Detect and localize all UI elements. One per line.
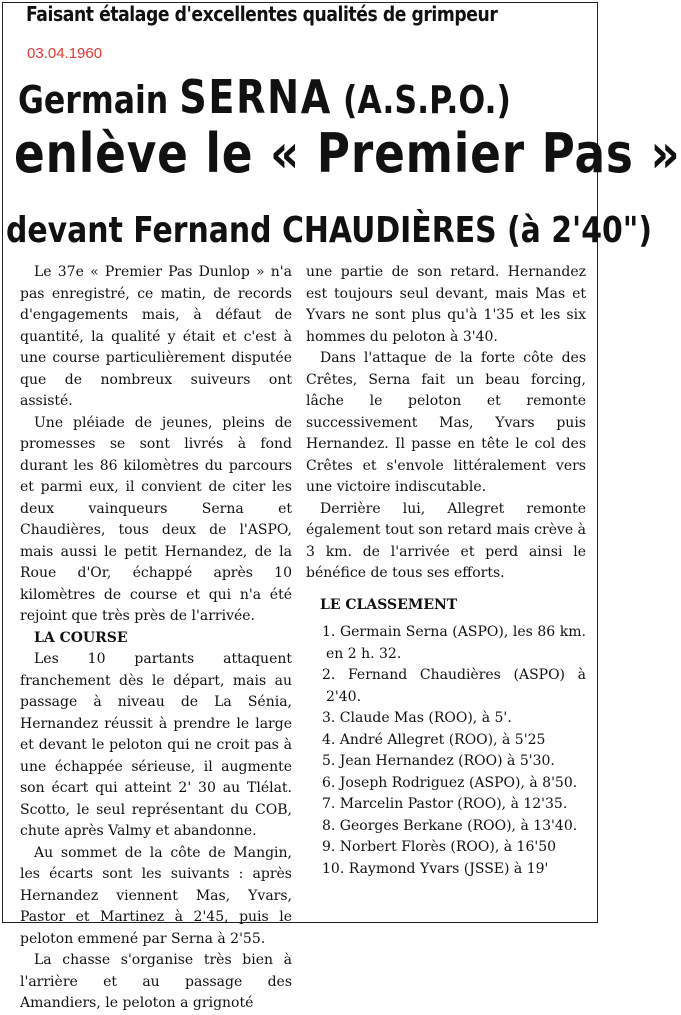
- date-stamp: 03.04.1960: [27, 45, 103, 62]
- paragraph: Une pléiade de jeunes, pleins de promesses se sont livrés à fond durant les 86 kilomètres du parcours et parmi eux, il convient de citer les deux vainqueurs Serna et Chaudières, tous deux de l'ASPO, mais aussi le petit Hernandez, de la Roue d'Or, échappé après 10 kilomètres de course et qui n'a été rejoint que très près de l'arrivée.: [20, 414, 292, 624]
- headline-first-name: Germain: [18, 78, 180, 122]
- headline-surname: SERNA: [179, 70, 333, 124]
- article-column-left: [20, 262, 292, 1015]
- ranking-entry: 4. André Allegret (ROO), à 5'25: [322, 731, 546, 748]
- paragraph: Le 37e « Premier Pas Dunlop » n'a pas enregistré, ce matin, de records d'engagements mais, à défaut de quantité, la qualité y était et c'est à une course particulièrement disputée que de nombreux suiveurs ont assisté.: [20, 264, 292, 409]
- ranking-entry: 5. Jean Hernandez (ROO) à 5'30.: [322, 753, 555, 769]
- headline-line-3: devant Fernand CHAUDIÈRES (à 2'40"): [6, 210, 652, 251]
- ranking-entry: 10. Raymond Yvars (JSSE) à 19': [322, 860, 549, 877]
- paragraph: La chasse s'organise très bien à l'arrière et au passage des Amandiers, le peloton a grignoté: [20, 952, 292, 1011]
- section-heading: LA COURSE: [34, 629, 128, 646]
- headline-line-1: [18, 70, 511, 124]
- paragraph: Au sommet de la côte de Mangin, les écarts sont les suivants : après Hernandez viennent Mas, Yvars, Pastor et Martinez à 2'45, puis le peloton emmené par Serna à 2'55.: [20, 844, 292, 947]
- headline-line-2: enlève le « Premier Pas »: [14, 122, 681, 185]
- ranking-entry: 3. Claude Mas (ROO), à 5'.: [322, 710, 512, 726]
- ranking-entry: 9. Norbert Florès (ROO), à 16'50: [322, 839, 557, 855]
- ranking-entry: 8. Georges Berkane (ROO), à 13'40.: [322, 817, 578, 834]
- paragraph: Dans l'attaque de la forte côte des Crêtes, Serna fait un beau forcing, lâche le peloton et remonte successivement Mas, Yvars puis Hernandez. Il passe en tête le col des Crêtes et s'envole littéralement vers une victoire indiscutable.: [306, 350, 586, 495]
- paragraph: Les 10 partants attaquent franchement dès le départ, mais au passage à niveau de La Sénia, Hernandez réussit à prendre le large et devant le peloton qui ne croit pas à une échappée sérieuse, il augmente son écart qui atteint 2' 30 au Tlélat. Scotto, le seul représentant du COB, chute après Valmy et abandonne.: [20, 651, 292, 839]
- ranking-entry: 1. Germain Serna (ASPO), les 86 km. en 2 h. 32.: [322, 624, 586, 662]
- section-heading: LE CLASSEMENT: [320, 596, 458, 613]
- paragraph: une partie de son retard. Hernandez est toujours seul devant, mais Mas et Yvars ne sont plus qu'à 1'35 et les six hommes du peloton à 3'40.: [306, 264, 586, 345]
- article-column-right: [306, 262, 586, 880]
- headline-club: (A.S.P.O.): [332, 78, 511, 122]
- ranking-entry: 7. Marcelin Pastor (ROO), à 12'35.: [322, 796, 568, 812]
- paragraph: Derrière lui, Allegret remonte également tout son retard mais crève à 3 km. de l'arrivée et perd ainsi le bénéfice de tous ses efforts.: [306, 500, 586, 581]
- ranking-entry: 6. Joseph Rodriguez (ASPO), à 8'50.: [322, 774, 578, 791]
- kicker-line: Faisant étalage d'excellentes qualités de grimpeur: [26, 2, 498, 26]
- ranking-list: [306, 622, 586, 880]
- ranking-entry: 2. Fernand Chaudières (ASPO) à 2'40.: [322, 667, 586, 705]
